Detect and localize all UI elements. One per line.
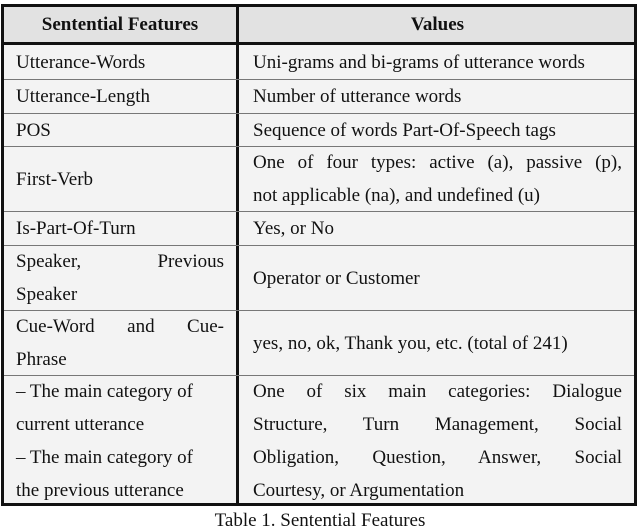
cell-text-line: Uni-grams and bi-grams of utterance words: [253, 51, 585, 73]
cell-text-line: Cue-Word and Cue-: [16, 316, 224, 337]
features-table: [1, 4, 637, 506]
feature-cell: [4, 147, 236, 211]
cell-text-line: Yes, or No: [253, 218, 334, 239]
table-row: [4, 376, 634, 506]
table-row: [4, 45, 634, 80]
table-row: [4, 212, 634, 246]
cell-text-line: Structure, Turn Management, Social: [253, 414, 622, 435]
cell-text-line: – The main category of: [16, 381, 193, 402]
value-cell: [236, 114, 634, 146]
table-header-row: [4, 7, 634, 45]
cell-text-line: yes, no, ok, Thank you, etc. (total of 241): [253, 332, 568, 354]
cell-text-line: Speaker, Previous: [16, 251, 224, 272]
feature-cell: [4, 114, 236, 146]
feature-cell: [4, 212, 236, 245]
cell-text-line: Speaker: [16, 284, 78, 305]
value-cell: [236, 376, 634, 506]
cell-text-line: the previous utterance: [16, 480, 184, 501]
header-values: [236, 7, 634, 42]
cell-text-line: Operator or Customer: [253, 267, 420, 289]
feature-cell: [4, 376, 236, 506]
cell-text-line: Courtesy, or Argumentation: [253, 480, 465, 501]
feature-cell: [4, 246, 236, 310]
feature-cell: [4, 80, 236, 113]
cell-text-line: POS: [16, 119, 51, 141]
value-cell: [236, 147, 634, 211]
value-cell: [236, 212, 634, 245]
header-label: Values: [410, 14, 465, 35]
cell-text-line: Obligation, Question, Answer, Social: [253, 447, 622, 468]
feature-cell: [4, 311, 236, 375]
cell-text-line: One of six main categories: Dialogue: [253, 381, 622, 402]
value-cell: [236, 80, 634, 113]
table-row: [4, 246, 634, 311]
cell-text-line: Is-Part-Of-Turn: [16, 218, 136, 239]
value-cell: [236, 246, 634, 310]
table-row: [4, 311, 634, 376]
header-label: Sentential Features: [41, 14, 199, 35]
cell-text-line: One of four types: active (a), passive (p),: [253, 152, 622, 173]
table-row: [4, 147, 634, 212]
cell-text-line: Number of utterance words: [253, 86, 462, 107]
cell-text-line: Sequence of words Part-Of-Speech tags: [253, 119, 556, 141]
header-sentential-features: [4, 7, 236, 42]
cell-text-line: First-Verb: [16, 168, 94, 190]
feature-cell: [4, 45, 236, 79]
cell-text-line: Utterance-Length: [16, 86, 150, 107]
value-cell: [236, 311, 634, 375]
table-row: [4, 80, 634, 114]
cell-text-line: – The main category of: [16, 447, 193, 468]
table-row: [4, 114, 634, 147]
cell-text-line: current utterance: [16, 414, 145, 435]
cell-text-line: not applicable (na), and undefined (u): [253, 185, 540, 206]
cell-text-line: Utterance-Words: [16, 51, 146, 73]
table-caption: Table 1. Sentential Features: [214, 510, 426, 531]
cell-text-line: Phrase: [16, 349, 67, 370]
value-cell: [236, 45, 634, 79]
